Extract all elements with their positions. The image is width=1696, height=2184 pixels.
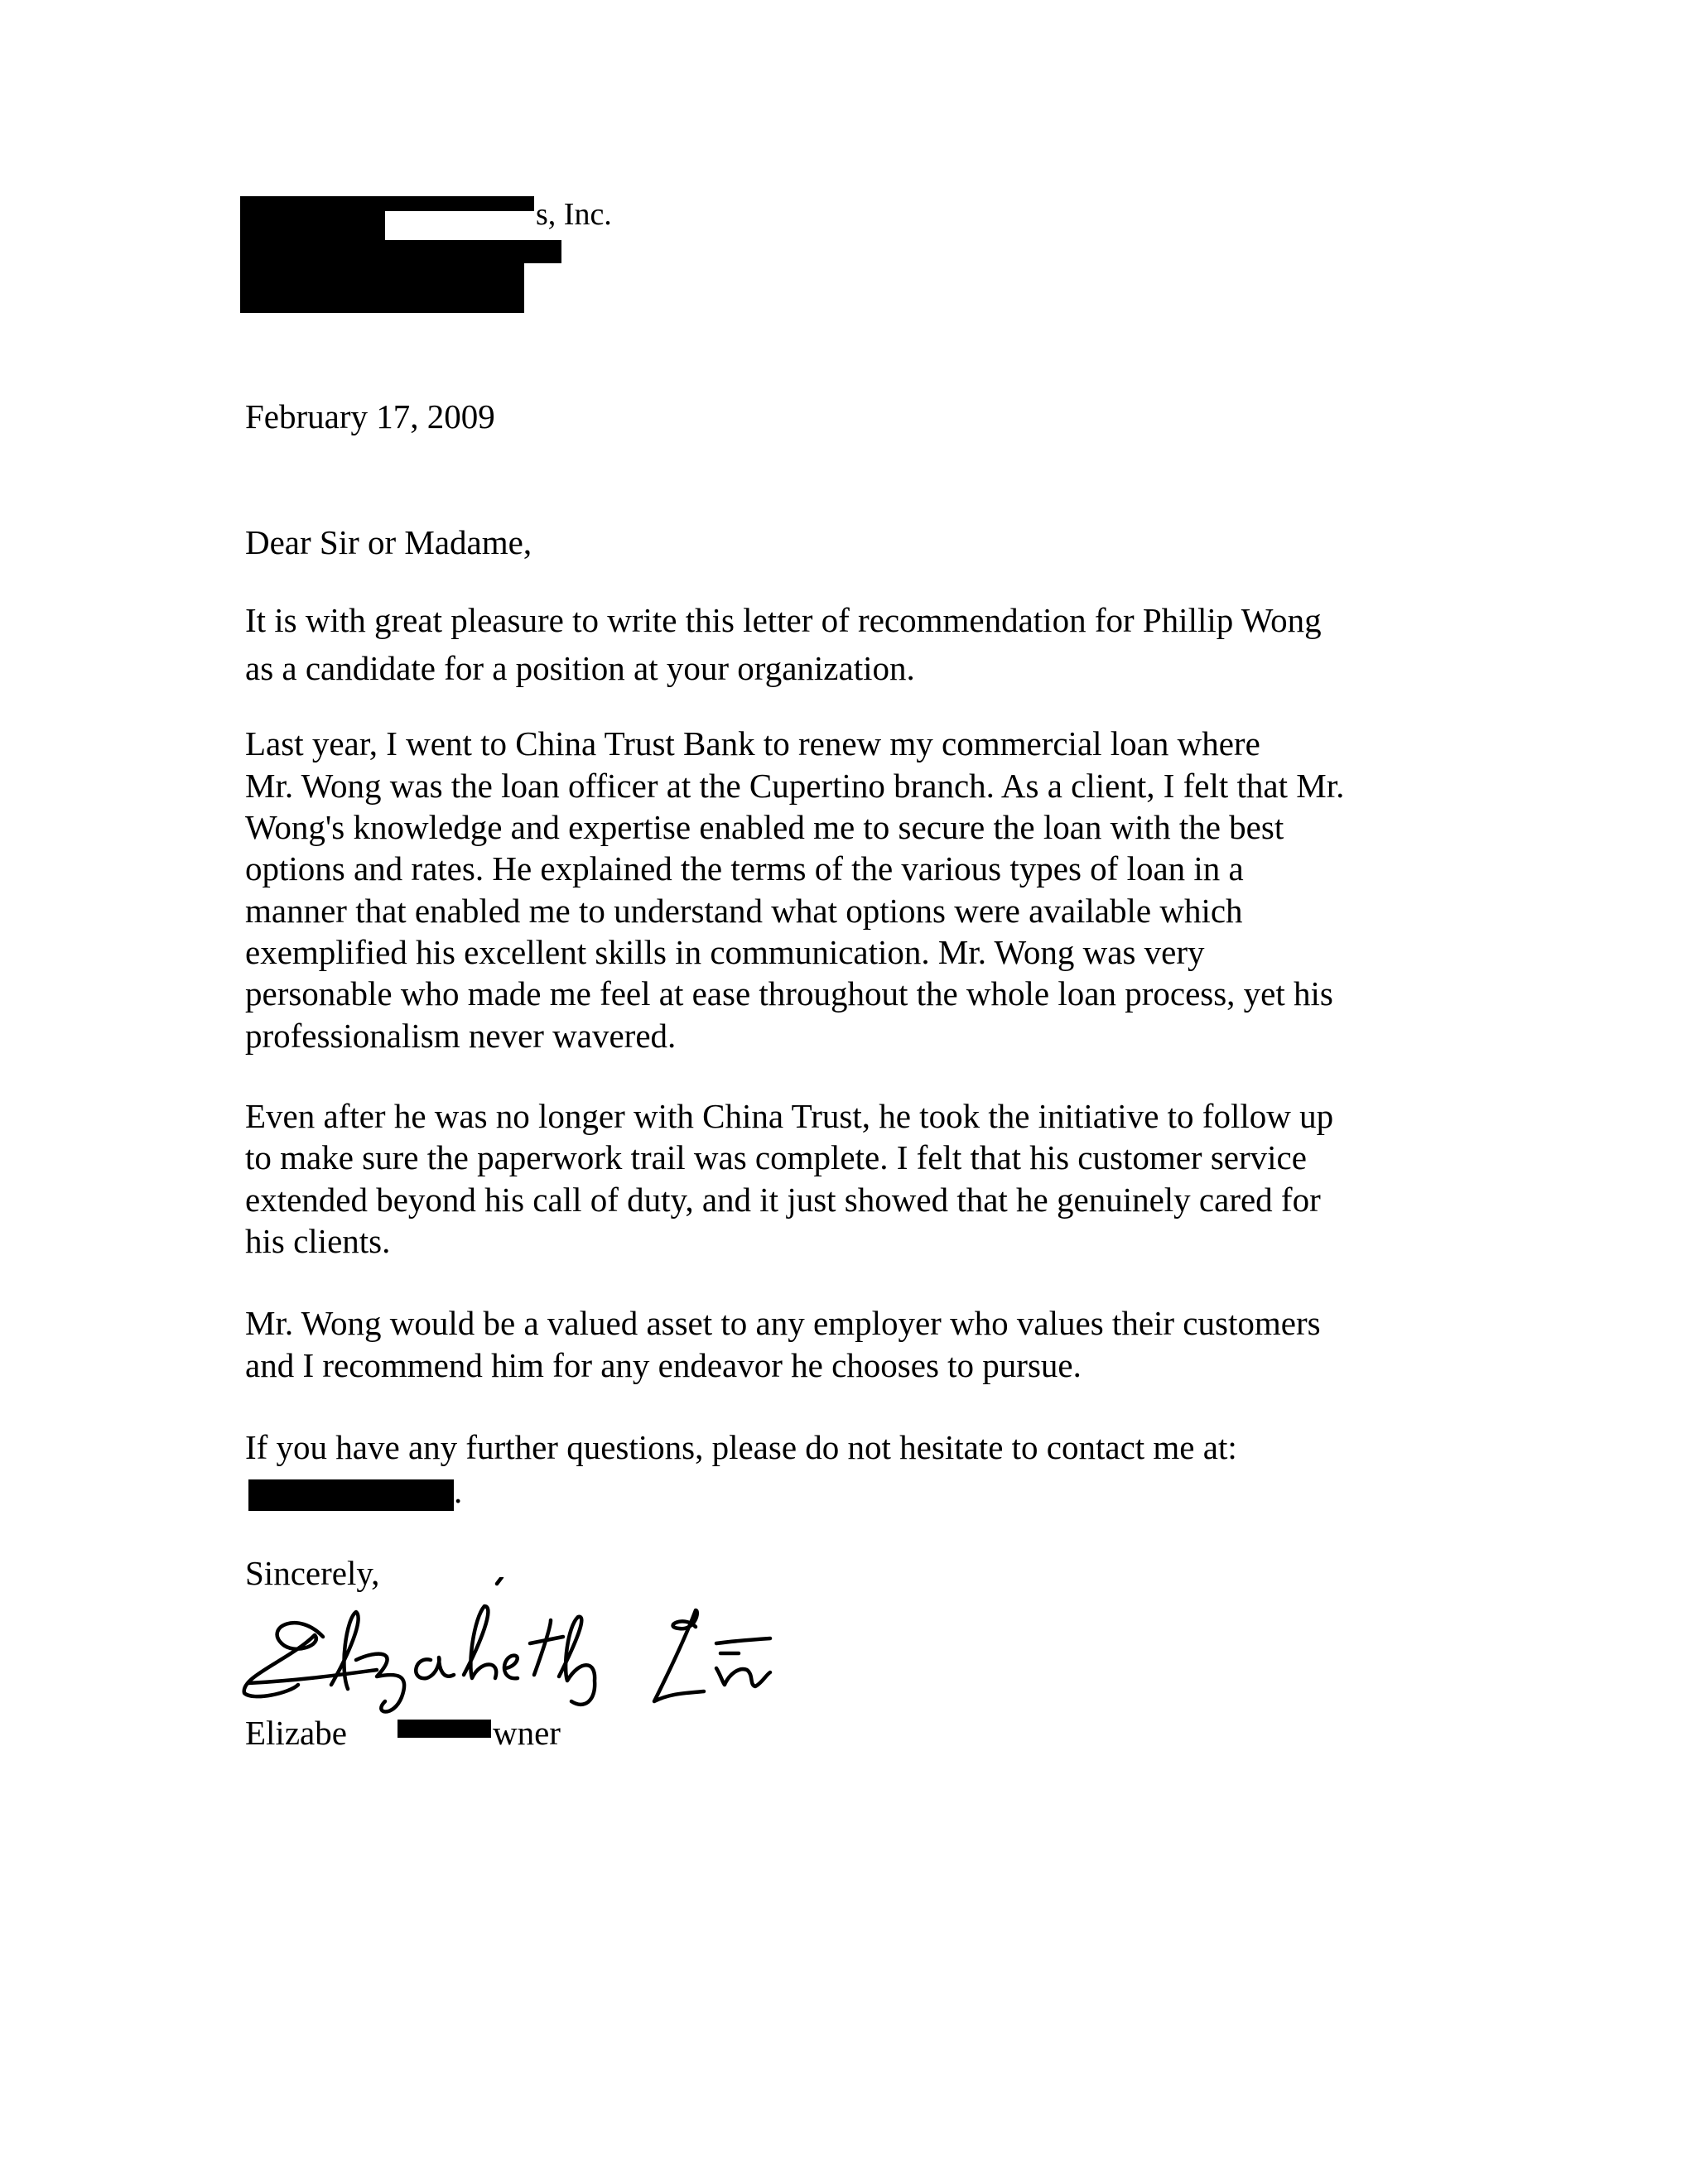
letterhead-redaction-properties: [385, 196, 534, 211]
letterhead-redaction-address-1: [240, 240, 561, 263]
contact-redaction: [248, 1479, 454, 1511]
paragraph-line: Even after he was no longer with China Trust, he took the initiative to follow up: [245, 1097, 1334, 1135]
paragraph-line: If you have any further questions, please do not hesitate to contact me at:: [245, 1428, 1237, 1466]
paragraph-line: Mr. Wong would be a valued asset to any employer who values their customers: [245, 1304, 1321, 1342]
paragraph-line: as a candidate for a position at your organization.: [245, 649, 915, 687]
contact-suffix: .: [454, 1472, 463, 1510]
paragraph-line: personable who made me feel at ease throughout the whole loan process, yet his: [245, 974, 1333, 1013]
letterhead-redaction-name: [240, 196, 385, 243]
paragraph-line: his clients.: [245, 1222, 391, 1260]
paragraph-line: Last year, I went to China Trust Bank to renew my commercial loan where: [245, 724, 1260, 762]
paragraph-line: to make sure the paperwork trail was complete. I felt that his customer service: [245, 1138, 1307, 1176]
salutation: Dear Sir or Madame,: [245, 523, 532, 561]
signer-first-name: Elizabe: [245, 1714, 347, 1752]
paragraph-line: Mr. Wong was the loan officer at the Cupertino branch. As a client, I felt that Mr.: [245, 767, 1345, 805]
paragraph-line: professionalism never wavered.: [245, 1017, 677, 1055]
paragraph-line: options and rates. He explained the terms of the various types of loan in a: [245, 849, 1244, 888]
paragraph-line: extended beyond his call of duty, and it just showed that he genuinely cared for: [245, 1181, 1321, 1219]
paragraph-line: Wong's knowledge and expertise enabled me to secure the loan with the best: [245, 808, 1284, 846]
signer-title-tail: wner: [493, 1714, 561, 1752]
paragraph-line: It is with great pleasure to write this letter of recommendation for Phillip Wong: [245, 601, 1322, 639]
signer-redaction: [398, 1720, 491, 1738]
paragraph-line: manner that enabled me to understand what options were available which: [245, 892, 1243, 930]
closing: Sincerely,: [245, 1554, 380, 1592]
letterhead-redaction-address-2: [240, 263, 524, 313]
letterhead-company-suffix: s, Inc.: [536, 197, 612, 232]
paragraph-line: and I recommend him for any endeavor he chooses to pursue.: [245, 1346, 1082, 1384]
paragraph-line: exemplified his excellent skills in communication. Mr. Wong was very: [245, 933, 1205, 971]
handwritten-signature: [232, 1577, 845, 1726]
letter-date: February 17, 2009: [245, 397, 495, 435]
